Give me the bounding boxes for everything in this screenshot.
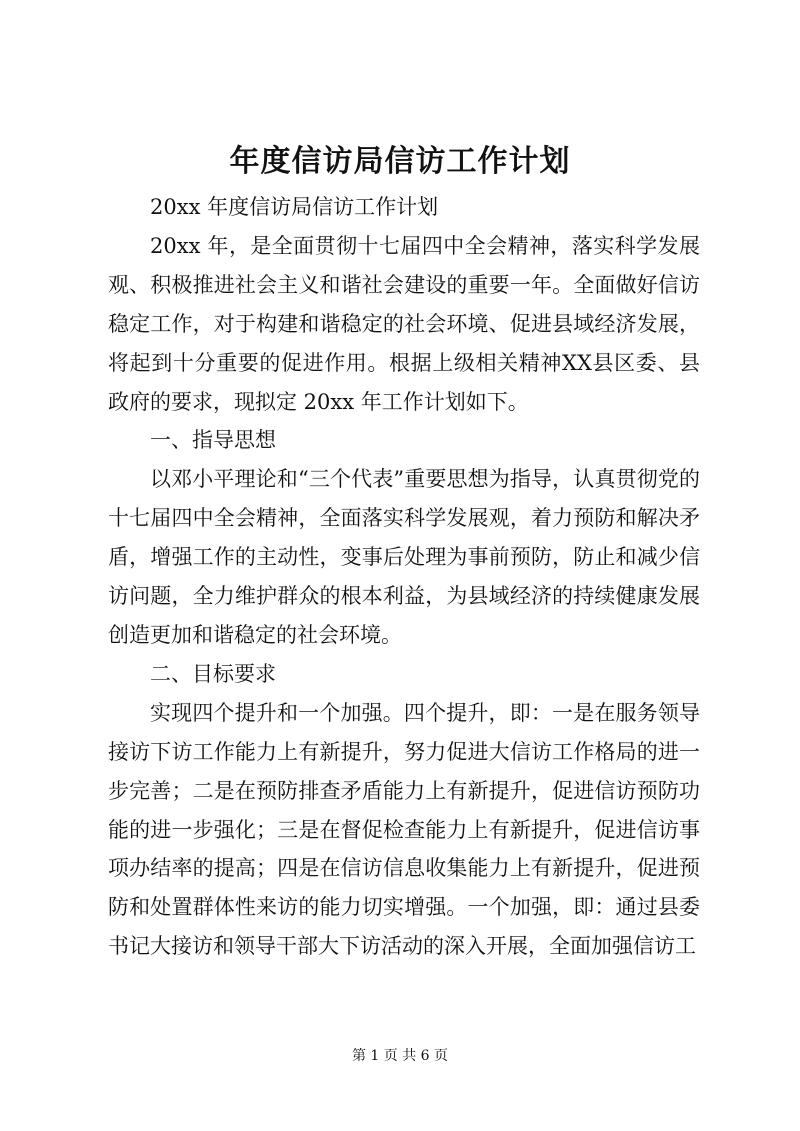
- intro-paragraph: 20xx 年，是全面贯彻十七届四中全会精神，落实科学发展观、积极推进社会主义和谐社会建设的重要一年。全面做好信访稳定工作，对于构建和谐稳定的社会环境、促进县域经济发展，将起到十分重要的促进作用。根据上级相关精神XX县区委、县政府的要求，现拟定 20xx 年工作计划如下。: [108, 233, 700, 414]
- document-body: [108, 188, 700, 966]
- document-title: 年度信访局信访工作计划: [229, 144, 571, 179]
- subtitle-paragraph: 20xx 年度信访局信访工作计划: [150, 195, 439, 219]
- goals-paragraph: 实现四个提升和一个加强。四个提升，即：一是在服务领导接访下访工作能力上有新提升，努力促进大信访工作格局的进一步完善；二是在预防排查矛盾能力上有新提升，促进信访预防功能的进一步强化；三是在督促检查能力上有新提升，促进信访事项办结率的提高；四是在信访信息收集能力上有新提升，促进预防和处置群体性来访的能力切实增强。一个加强，即：通过县委书记大接访和领导干部大下访活动的深入开展，全面加强信访工: [108, 700, 700, 959]
- section-heading-guiding-thought: 一、指导思想: [150, 428, 276, 453]
- page-number-footer: 第 1 页 共 6 页: [351, 1048, 449, 1064]
- guiding-thought-paragraph: 以邓小平理论和“三个代表”重要思想为指导，认真贯彻党的十七届四中全会精神，全面落实科学发展观，着力预防和解决矛盾，增强工作的主动性，变事后处理为事前预防，防止和减少信访问题，全力维护群众的根本利益，为县域经济的持续健康发展创造更加和谐稳定的社会环境。: [108, 467, 700, 647]
- section-heading-goals: 二、目标要求: [150, 661, 276, 686]
